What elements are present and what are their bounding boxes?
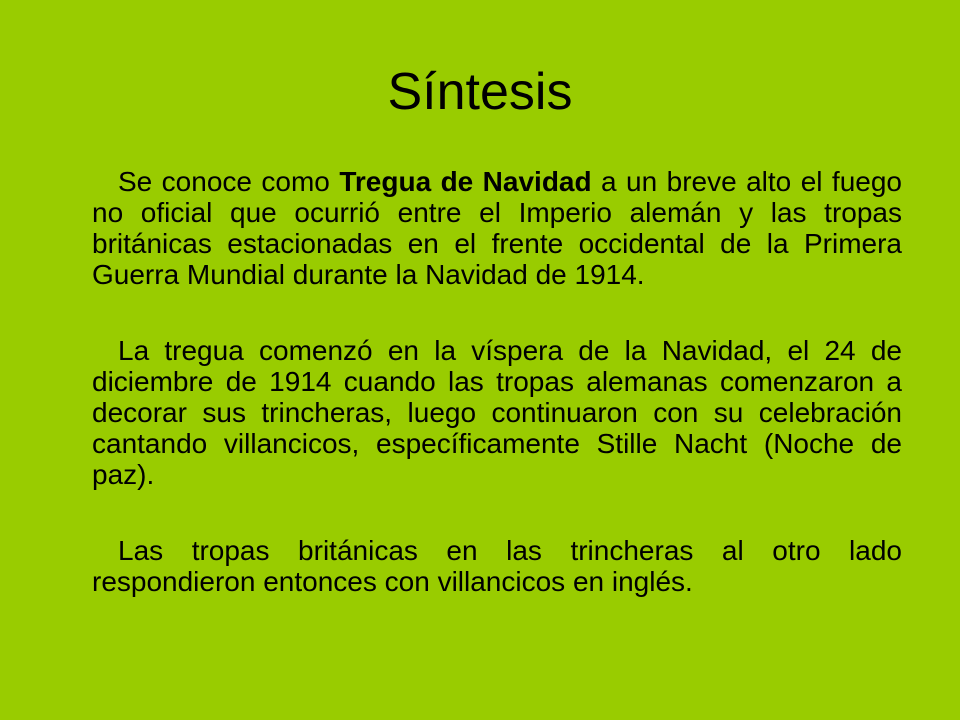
paragraph-text-start: Se conoce como <box>118 166 340 197</box>
slide-title: Síntesis <box>387 63 573 121</box>
paragraph-tregua-definition <box>92 166 902 290</box>
paragraph-british-response: Las tropas británicas en las trincheras al otro lado respondieron entonces con villancicos en inglés. <box>92 535 902 597</box>
highlighted-term: Tregua de Navidad <box>339 166 592 197</box>
paragraph-truce-start: La tregua comenzó en la víspera de la Navidad, el 24 de diciembre de 1914 cuando las tropas alemanas comenzaron a decorar sus trincheras, luego continuaron con su celebración cantando villancicos, específicamente Stille Nacht (Noche de paz). <box>92 335 902 490</box>
paragraph-text-end: a un breve alto el fuego no oficial que ocurrió entre el Imperio alemán y las tropas británicas estacionadas en el frente occidental de la Primera Guerra Mundial durante la Navidad de 1914. <box>92 166 902 290</box>
slide-body <box>92 166 902 597</box>
